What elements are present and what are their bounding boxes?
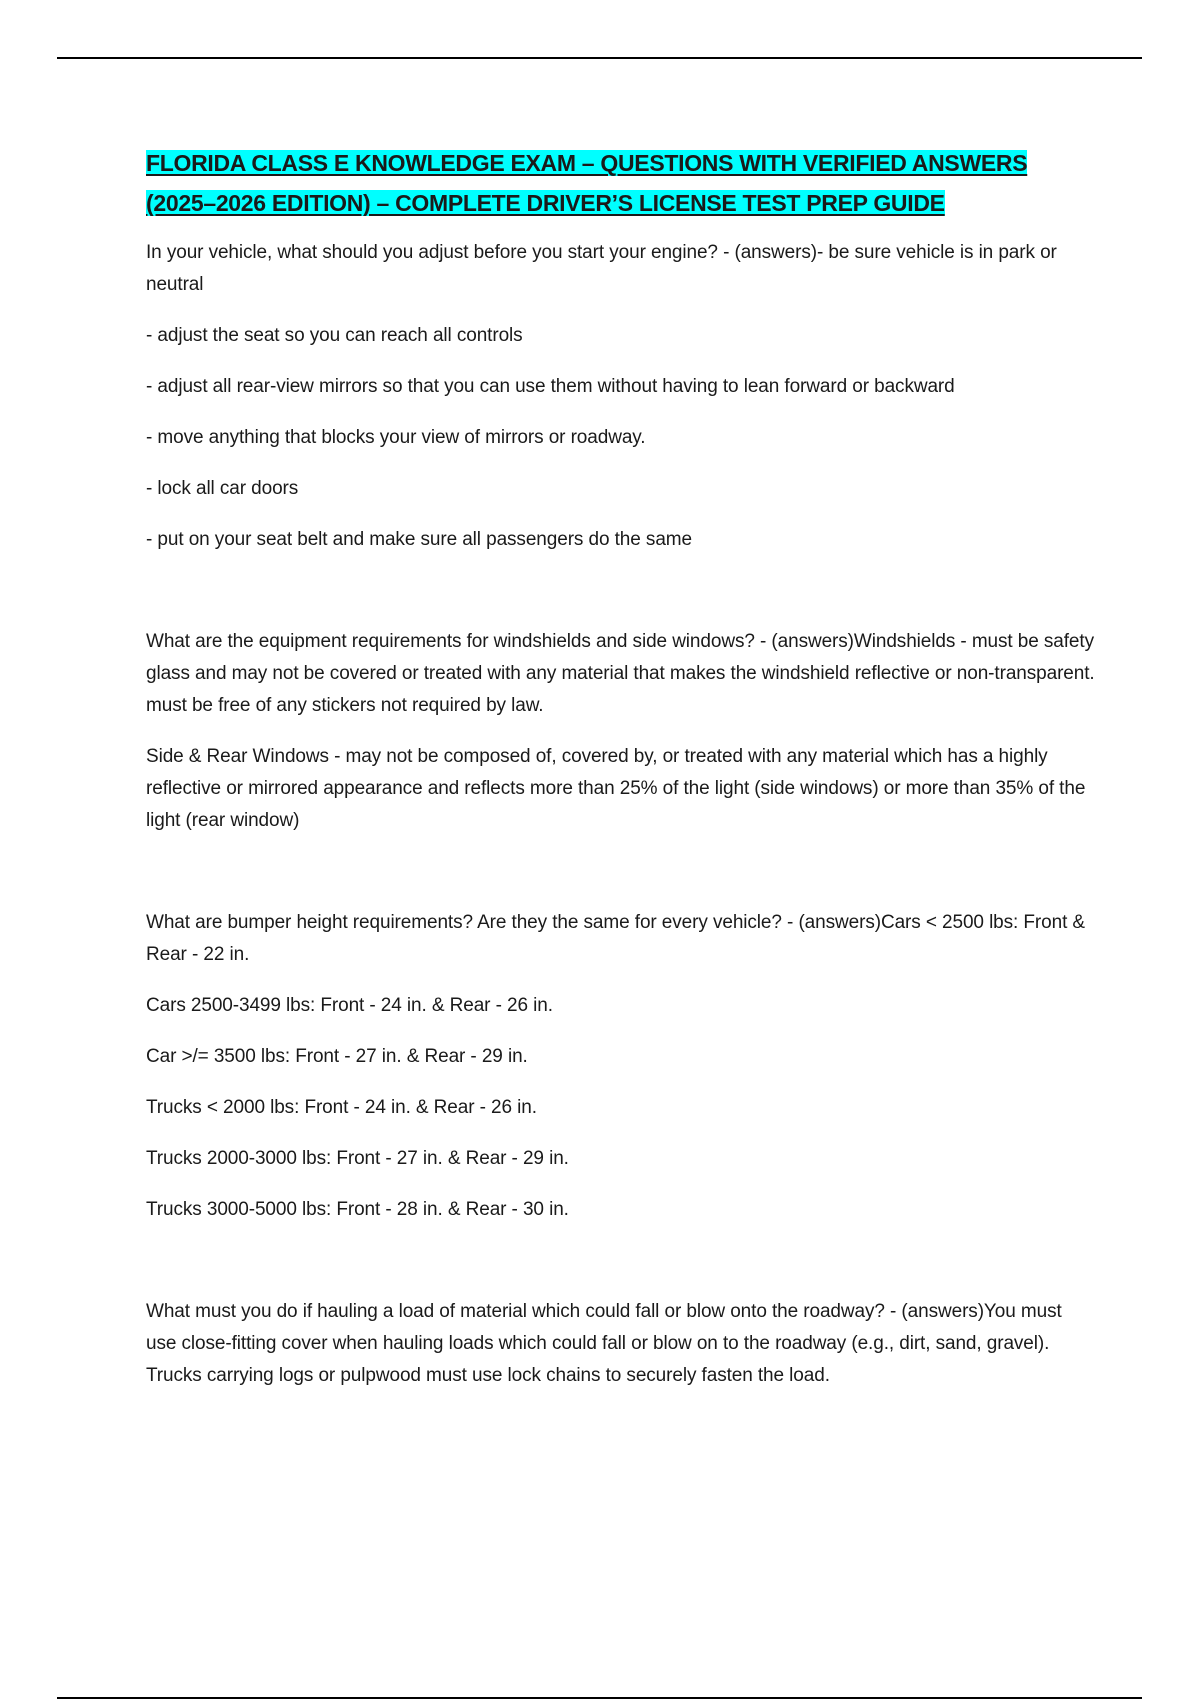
spacer	[146, 1245, 1096, 1296]
spacer	[146, 856, 1096, 907]
answer-item: Car >/= 3500 lbs: Front - 27 in. & Rear - 29 in.	[146, 1046, 528, 1067]
top-rule	[57, 57, 1142, 59]
question-3: What are bumper height requirements? Are they the same for every vehicle? - (answers)Cars < 2500 lbs: Front & Rear - 22 in.	[146, 912, 1086, 965]
bottom-rule	[57, 1697, 1142, 1699]
answer-item: Side & Rear Windows - may not be composed of, covered by, or treated with any material which has a highly reflective or mirrored appearance and reflects more than 25% of the light (side windows) or more than 35% of the light (rear window)	[146, 746, 1086, 831]
answer-item: Trucks 2000-3000 lbs: Front - 27 in. & Rear - 29 in.	[146, 1148, 569, 1169]
document-title	[146, 143, 1096, 223]
question-1: In your vehicle, what should you adjust before you start your engine? - (answers)- be sure vehicle is in park or neutral	[146, 242, 1057, 295]
document-body	[146, 143, 1096, 1411]
answer-item: Cars 2500-3499 lbs: Front - 24 in. & Rear - 26 in.	[146, 995, 553, 1016]
answer-item: - adjust all rear-view mirrors so that you can use them without having to lean forward or backward	[146, 376, 955, 397]
answer-item: - adjust the seat so you can reach all controls	[146, 325, 523, 346]
title-line-1: FLORIDA CLASS E KNOWLEDGE EXAM – QUESTIONS WITH VERIFIED ANSWERS	[146, 150, 1028, 176]
answer-item: - lock all car doors	[146, 478, 299, 499]
title-line-2: (2025–2026 EDITION) – COMPLETE DRIVER’S LICENSE TEST PREP GUIDE	[146, 190, 945, 216]
answer-item: - put on your seat belt and make sure all passengers do the same	[146, 529, 692, 550]
answer-item: Trucks < 2000 lbs: Front - 24 in. & Rear - 26 in.	[146, 1097, 537, 1118]
question-4: What must you do if hauling a load of material which could fall or blow onto the roadway? - (answers)You must use close-fitting cover when hauling loads which could fall or blow on to the roadway (e.g., dirt, sand, gravel). Trucks carrying logs or pulpwood must use lock chains to securely fasten the load.	[146, 1301, 1062, 1386]
answer-item: Trucks 3000-5000 lbs: Front - 28 in. & Rear - 30 in.	[146, 1199, 569, 1220]
question-2: What are the equipment requirements for windshields and side windows? - (answers)Windshields - must be safety glass and may not be covered or treated with any material that makes the windshield reflective or non-transparent. must be free of any stickers not required by law.	[146, 631, 1095, 716]
answer-item: - move anything that blocks your view of mirrors or roadway.	[146, 427, 646, 448]
spacer	[146, 575, 1096, 626]
